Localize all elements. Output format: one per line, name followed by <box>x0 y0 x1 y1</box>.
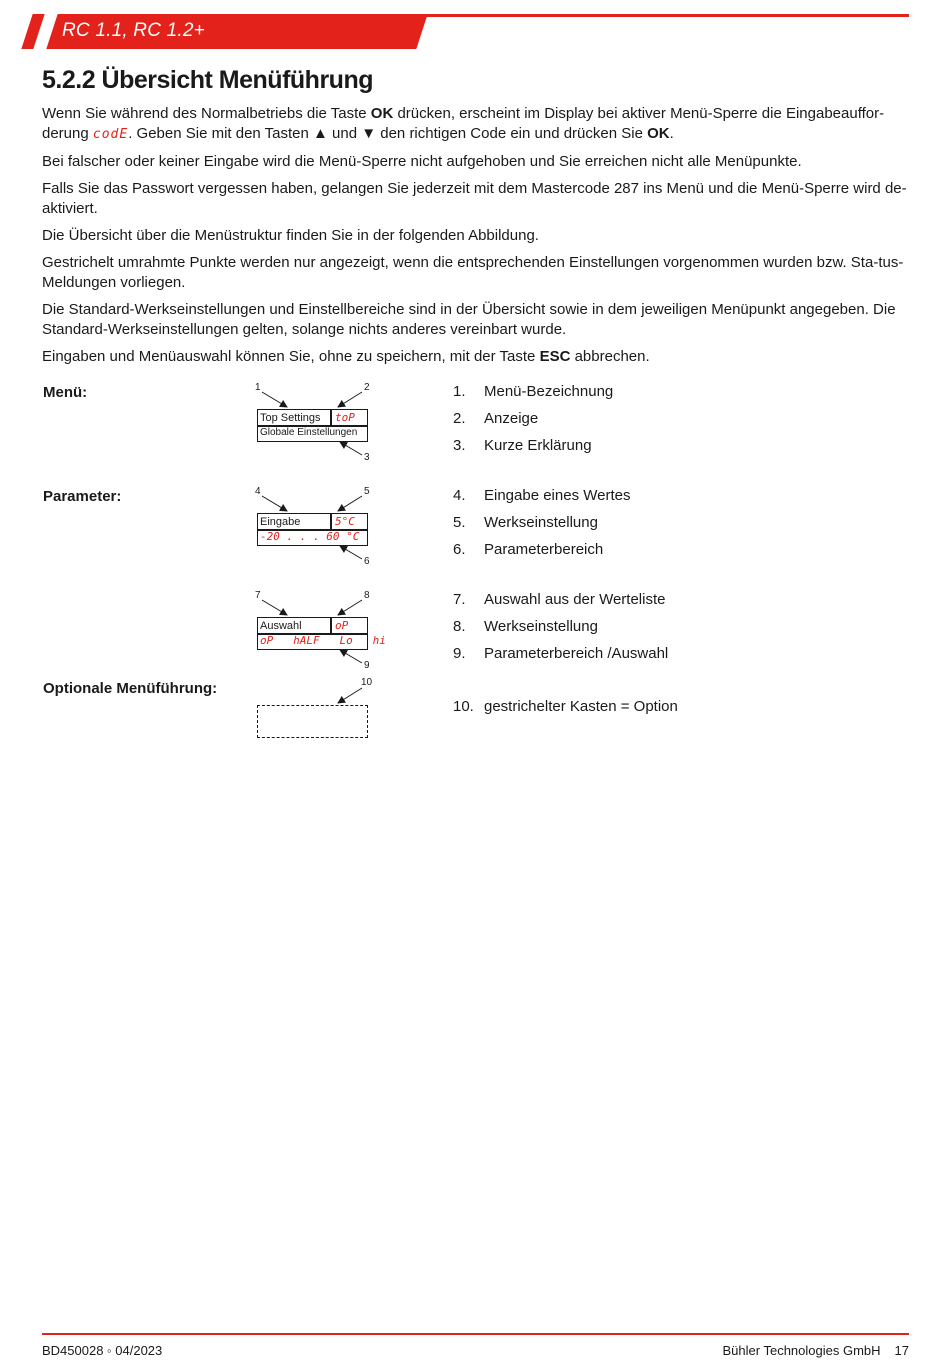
menu-box <box>257 409 368 442</box>
key-ok: OK <box>370 105 394 122</box>
paragraph-5: Gestrichelt umrahmte Punkte werden nur angezeigt, wenn die entsprechenden Einstellungen vorgenommen wurden bzw. Sta-tus-Meldungen vorliegen. <box>42 254 904 291</box>
callout-5: 5 <box>364 486 370 497</box>
cell-divider <box>330 410 332 425</box>
menu-box-label: Top Settings <box>260 412 321 424</box>
parameter-box-label: Eingabe <box>260 516 301 528</box>
callout-1: 1 <box>255 382 261 393</box>
legend-item: 8. Werkseinstellung <box>453 618 598 635</box>
legend-item: 4. Eingabe eines Wertes <box>453 487 631 504</box>
row-label-parameter: Parameter: <box>43 488 122 505</box>
paragraph-4: Die Übersicht über die Menüstruktur finden Sie in der folgenden Abbildung. <box>42 227 539 244</box>
text-run: . Geben Sie mit den Tasten ▲ und ▼ den richtigen Code ein und drücken Sie <box>128 125 648 142</box>
row-label-menu: Menü: <box>43 384 88 401</box>
parameter-box-range: -20 . . . 60 °C <box>260 530 360 543</box>
legend-item: 2. Anzeige <box>453 410 539 427</box>
paragraph-7 <box>42 347 908 367</box>
callout-8: 8 <box>364 590 370 601</box>
paragraph-3: Falls Sie das Passwort vergessen haben, gelangen Sie jederzeit mit dem Mastercode 287 ins Menü und die Menü-Sperre wird de-aktiviert. <box>42 180 907 217</box>
callout-3: 3 <box>364 452 370 463</box>
row-label-optional: Optionale Menüführung: <box>43 680 218 697</box>
cell-divider <box>330 618 332 633</box>
display-code: codE <box>92 127 129 142</box>
legend-item: 5. Werkseinstellung <box>453 514 598 531</box>
footer-right <box>723 1343 909 1358</box>
body-text <box>42 104 908 374</box>
key-ok: OK <box>647 125 670 142</box>
parameter-box-display: 5°C <box>335 515 355 528</box>
footer-rule <box>42 1333 909 1335</box>
text-run: . <box>669 125 674 142</box>
text-run: abbrechen. <box>570 348 650 365</box>
key-esc: ESC <box>539 348 571 365</box>
parameter-box <box>257 513 368 546</box>
legend-item: 9. Parameterbereich /Auswahl <box>453 645 669 662</box>
text-run: drücken, erscheint im Display bei aktiver Menü-Sperre die Eingabeauffor-derung <box>42 105 885 142</box>
header-rule <box>418 14 909 17</box>
page-number: 17 <box>894 1343 909 1358</box>
menu-diagram <box>240 375 390 755</box>
selection-box-display: oP <box>335 619 349 632</box>
text-run: Wenn Sie während des Normalbetriebs die Taste <box>42 105 371 122</box>
footer-doc-id: BD450028 ◦ 04/2023 <box>42 1343 163 1358</box>
selection-box <box>257 617 386 650</box>
section-title: 5.2.2 Übersicht Menüführung <box>42 66 373 94</box>
optional-dashed-box <box>257 705 368 738</box>
paragraph-2: Bei falscher oder keiner Eingabe wird die Menü-Sperre nicht aufgehoben und Sie erreichen nicht alle Menüpunkte. <box>42 153 802 170</box>
callout-10: 10 <box>361 677 373 688</box>
paragraph-6: Die Standard-Werkseinstellungen und Einstellbereiche sind in der Übersicht sowie in dem jeweiligen Menüpunkt angegeben. Die Standard-Werkseinstellungen gelten, solange nichts anderes vereinbart wurde. <box>42 301 896 338</box>
cell-divider <box>330 514 332 529</box>
callout-4: 4 <box>255 486 261 497</box>
footer-company: Bühler Technologies GmbH <box>722 1343 881 1358</box>
selection-box-options: oP hALF Lo hi <box>260 634 386 647</box>
selection-box-label: Auswahl <box>260 620 302 632</box>
legend-item: 6. Parameterbereich <box>453 541 604 558</box>
legend-item: 7. Auswahl aus der Werteliste <box>453 591 666 608</box>
paragraph-1 <box>42 104 908 145</box>
callout-6: 6 <box>364 556 370 567</box>
header-title: RC 1.1, RC 1.2+ <box>62 20 205 41</box>
callout-2: 2 <box>364 382 370 393</box>
callout-9: 9 <box>364 660 370 671</box>
legend-item: 10. gestrichelter Kasten = Option <box>453 698 678 715</box>
callout-7: 7 <box>255 590 261 601</box>
menu-box-display: toP <box>335 411 355 424</box>
header-stripe <box>21 14 44 49</box>
menu-box-subtitle: Globale Einstellungen <box>260 427 358 438</box>
legend-item: 3. Kurze Erklärung <box>453 437 592 454</box>
legend-item: 1. Menü-Bezeichnung <box>453 383 614 400</box>
text-run: Eingaben und Menüauswahl können Sie, ohne zu speichern, mit der Taste <box>42 348 540 365</box>
